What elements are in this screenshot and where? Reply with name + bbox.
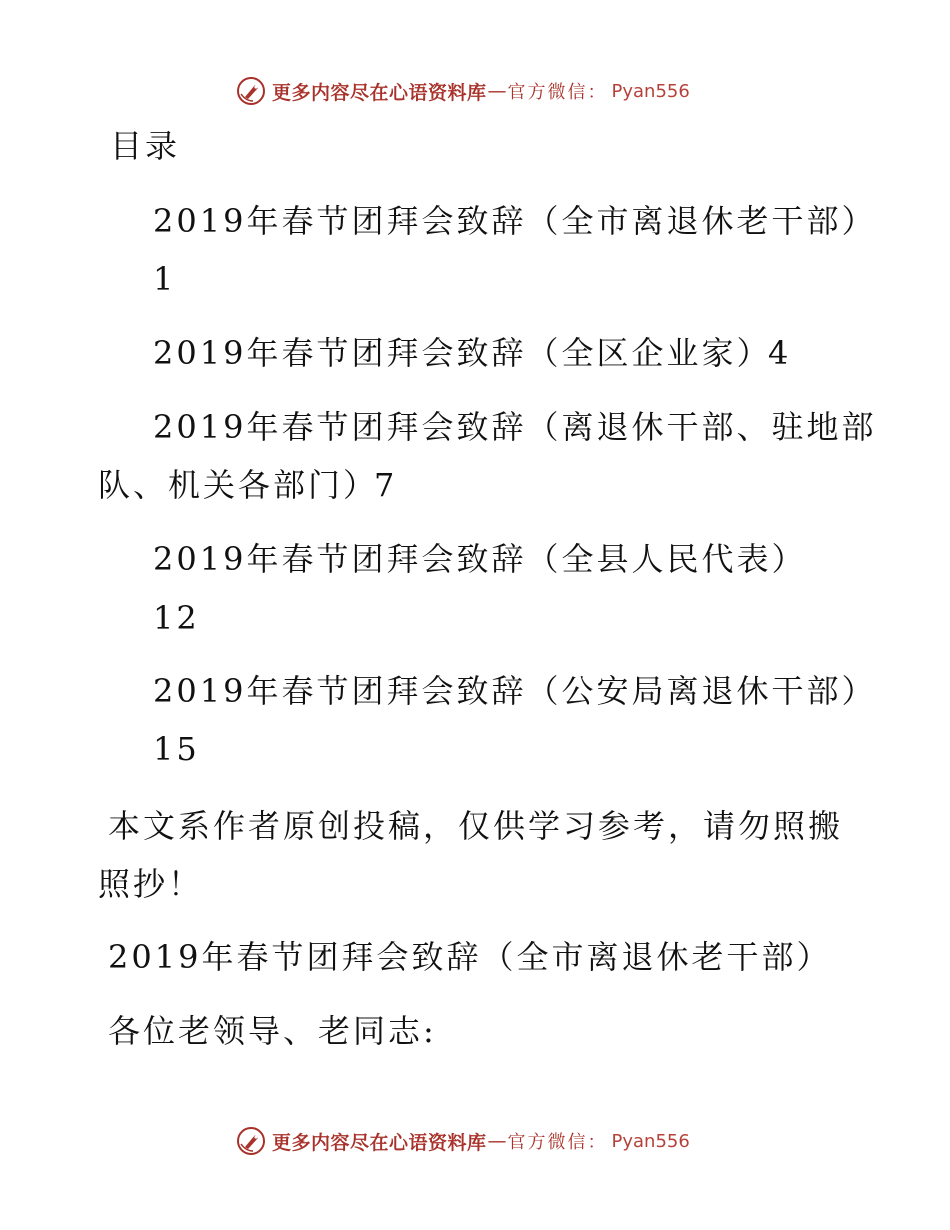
copyright-notice-line1: 本文系作者原创投稿，仅供学习参考，请勿照搬 — [108, 807, 844, 845]
pen-nib-logo-icon — [236, 1126, 266, 1156]
copyright-notice-line2: 照抄！ — [98, 865, 204, 903]
article-salutation: 各位老领导、老同志: — [108, 1012, 437, 1050]
toc-entry-5-page[interactable]: 15 — [153, 730, 200, 768]
watermark-wechat-id: Pyan556 — [611, 1130, 690, 1152]
article-title: 2019年春节团拜会致辞（全市离退休老干部） — [108, 938, 832, 976]
toc-heading: 目录 — [110, 127, 181, 165]
toc-entry-1-title[interactable]: 2019年春节团拜会致辞（全市离退休老干部） — [153, 202, 877, 240]
toc-entry-4-title[interactable]: 2019年春节团拜会致辞（全县人民代表） — [153, 540, 807, 578]
watermark-main-text: 更多内容尽在心语资料库 — [272, 1131, 487, 1154]
watermark-wechat-id: Pyan556 — [611, 80, 690, 102]
toc-entry-4-page[interactable]: 12 — [153, 599, 200, 637]
watermark-sub-text: 官方微信： — [507, 82, 608, 103]
toc-entry-3-page[interactable]: 7 — [374, 466, 398, 504]
toc-entry-3-title-line2[interactable]: 队、机关各部门） — [98, 466, 379, 504]
toc-entry-1-page[interactable]: 1 — [153, 260, 177, 298]
toc-entry-2-title[interactable]: 2019年春节团拜会致辞（全区企业家） — [153, 334, 772, 372]
toc-entry-5-title[interactable]: 2019年春节团拜会致辞（公安局离退休干部） — [153, 672, 877, 710]
footer-watermark — [236, 1124, 690, 1158]
watermark-sub-text: 官方微信： — [507, 1132, 608, 1153]
header-watermark — [236, 74, 690, 108]
watermark-dash: — — [487, 80, 507, 102]
pen-nib-logo-icon — [236, 76, 266, 106]
toc-entry-2-page[interactable]: 4 — [768, 334, 792, 372]
toc-entry-3-title-line1[interactable]: 2019年春节团拜会致辞（离退休干部、驻地部 — [153, 408, 877, 446]
watermark-dash: — — [487, 1130, 507, 1152]
watermark-main-text: 更多内容尽在心语资料库 — [272, 81, 487, 104]
